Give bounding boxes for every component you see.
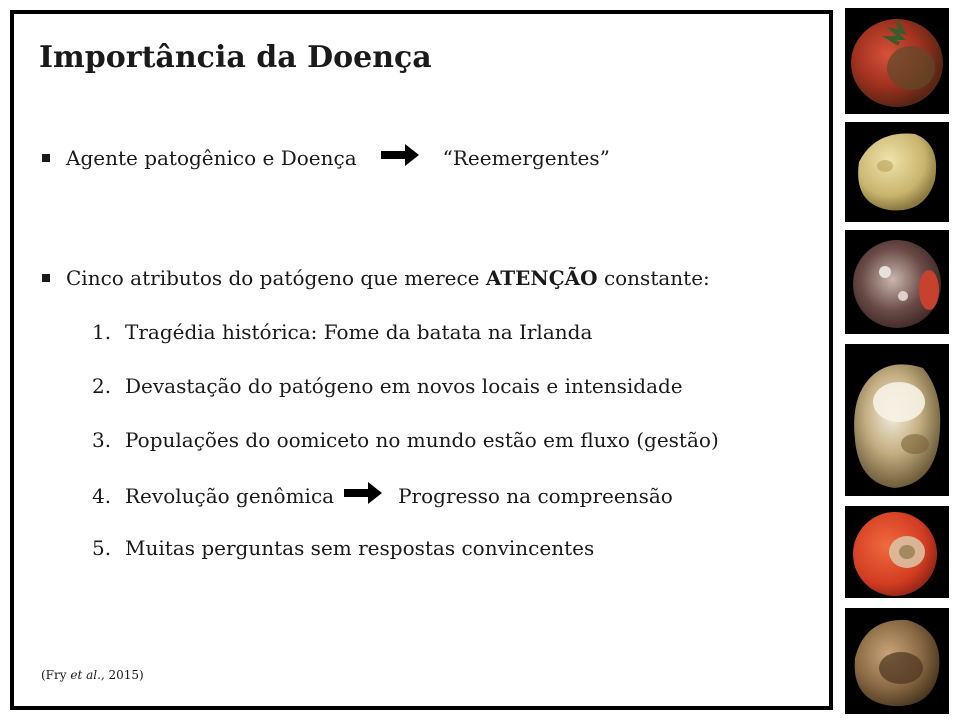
potato-lesion-photo <box>845 344 949 496</box>
reference-citation <box>41 668 144 682</box>
right-arrow-icon <box>381 144 419 171</box>
item-number: 3. <box>92 428 112 452</box>
potato-tuber-photo <box>845 122 949 222</box>
reference-open: (Fry <box>41 668 71 682</box>
item-text-left: Revolução genômica <box>125 483 335 508</box>
item-text: Devastação do patógeno em novos locais e intensidade <box>125 374 683 398</box>
list-item <box>92 320 592 344</box>
rotting-tomato-photo <box>845 230 949 334</box>
blighted-potato-photo <box>845 608 949 714</box>
slide-frame <box>10 10 833 710</box>
item-text-right: Progresso na compreensão <box>398 483 673 508</box>
item-number: 1. <box>92 320 112 344</box>
item-number: 2. <box>92 374 112 398</box>
bullet-text-right: “Reemergentes” <box>442 145 610 170</box>
list-item <box>92 428 719 452</box>
item-text: Tragédia histórica: Fome da batata na Irlanda <box>125 320 593 344</box>
bullet-suffix: constante: <box>603 266 710 290</box>
bullet-emphasis: ATENÇÃO <box>485 266 598 290</box>
list-item <box>92 374 683 398</box>
bullet-prefix: Cinco atributos do patógeno que merece <box>66 266 480 290</box>
bullet-text-left: Agente patogênico e Doença <box>66 145 357 170</box>
bullet-agent-disease <box>42 144 610 171</box>
reference-italic: et al., <box>70 668 105 682</box>
diseased-tomato-photo <box>845 8 949 114</box>
right-arrow-icon <box>344 482 382 509</box>
bullet-square-icon <box>42 154 50 162</box>
item-number: 4. <box>92 483 112 508</box>
bullet-five-attributes <box>42 266 710 290</box>
item-number: 5. <box>92 536 112 560</box>
list-item <box>92 482 673 509</box>
list-item <box>92 536 594 560</box>
item-text: Muitas perguntas sem respostas convincentes <box>125 536 595 560</box>
item-text: Populações do oomiceto no mundo estão em fluxo (gestão) <box>125 428 719 452</box>
bullet-square-icon <box>42 274 50 282</box>
reference-close: 2015) <box>104 668 144 682</box>
infected-tomato-photo <box>845 506 949 598</box>
slide-title: Importância da Doença <box>39 40 432 75</box>
